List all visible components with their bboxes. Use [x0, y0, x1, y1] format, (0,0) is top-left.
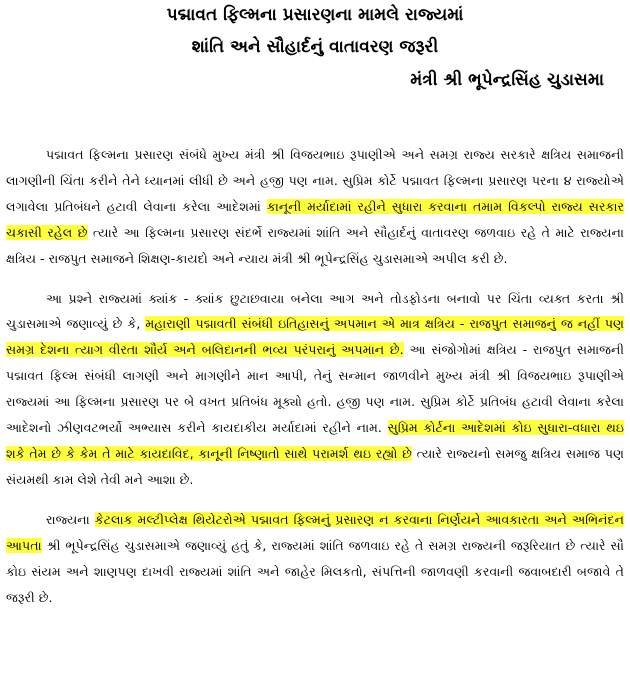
paragraph-text: આ સંજોગોમાં ક્ષત્રિય - રાજપુત સમાજની પદ્માવત ફિલ્મ સંબંધી લાગણી અને માગણીને માન આપી, તેનું સન્માન જાળવીને મુખ્ય મંત્રી શ્રી વિજયભાઇ રૂપાણીએ રાજ્યમાં આ ફિલ્મના પ્રસારણ પર બે વખત પ્રતિબંધ મૂક્યો હતો. હજી પણ નામ. સુપ્રિમ કોર્ટે પ્રતિબંધ હટાવી લેવાના કરેલા આદેશનો ઝીણવટભર્યો અભ્યાસ કરીને કાયદાકીય મર્યાદામાં રહીને નામ.: [6, 342, 624, 436]
paragraph-1: [6, 142, 624, 272]
paragraph-text: શ્રી ભૂપેન્દ્રસિંહ ચુડાસમાએ જણાવ્યું હતું કે, રાજ્યમાં શાંતિ જળવાઇ રહે તે સમગ્ર રાજ્યની જરૂરિયાત છે ત્યારે સૌ કોઇ સંયમ અને શાણપણ દાખવી રાજ્યમાં શાંતિ અને જાહેર મિલકતો, સંપત્તિની જાળવણી કરવાની જવાબદારી બજાવે તે જરૂરી છે.: [6, 537, 624, 605]
highlighted-text: મહારાણી પદ્માવતી સંબંધી ઇતિહાસનું અપમાન એ માત્ર ક્ષત્રિય - રાજપુત સમાજનું જ નહીં પણ સમગ્ર દેશના ત્યાગ વીરતા શૌર્ય અને બલિદાનની ભવ્ય પરંપરાનું અપમાન છે.: [6, 316, 624, 358]
headline-line-1: પદ્માવત ફિલ્મના પ્રસારણના મામલે રાજ્યમાં: [166, 5, 464, 25]
paragraph-text: આ પ્રશ્ને રાજ્યમાં ક્યાંક - ક્યાંક છુટાછવાયા બનેલા આગ અને તોડફોડના બનાવો પર ચિંતા વ્યક્ત કરતા શ્રી ચુડાસમાએ જણાવ્યું છે કે,: [6, 290, 624, 332]
paragraph-text: ત્યારે રાજ્યનો સમજુ ક્ષત્રિય સમાજ પણ સંયમથી કામ લેશે તેવી મને આશા છે.: [6, 445, 624, 487]
paragraph-3: [6, 507, 624, 611]
paragraph-text: રાજ્યના: [46, 511, 95, 527]
paragraph-text: પદ્માવત ફિલ્મના પ્રસારણ સંબંધે મુખ્ય મંત્રી શ્રી વિજયભાઇ રૂપાણીએ અને સમગ્ર રાજ્ય સરકારે ક્ષત્રિય સમાજની લાગણીની ચિંતા કરીને તેને ધ્યાનમાં લીધી છે અને હજી પણ નામ. સુપ્રિમ કોર્ટે પદ્માવત ફિલ્મના પ્રસારણ પરના ૪ રાજ્યોએ લગાવેલા પ્રતિબંધને હટાવી લેવાના કરેલા આદેશમાં: [6, 147, 624, 214]
highlighted-text: સુપ્રિમ કોર્ટના આદેશમાં કોઇ સુધારા-વધારા થઇ શકે તેમ છે કે કેમ તે માટે કાયદાવિદ, કાનૂની નિષ્ણાતો સાથે પરામર્શ થઇ રહ્યો છે: [6, 420, 624, 461]
headline-line-2: શાંતિ અને સૌહાર્દનું વાતાવરણ જરૂરી: [191, 37, 439, 57]
highlighted-text: કાનૂની મર્યાદામાં રહીને સુધારા કરવાના તમામ વિકલ્પો રાજ્ય સરકાર ચકાસી રહેલ છે: [6, 198, 624, 240]
highlighted-text: કેટલાક મલ્ટીપ્લેક્ષ થિયેટરોએ પદ્માવત ફિલ્મનું પ્રસારણ ન કરવાના નિર્ણયને આવકારતા અને અભિનંદન આપતા: [6, 511, 624, 553]
paragraph-2: [6, 286, 624, 493]
paragraph-text: ત્યારે આ ફિલ્મના પ્રસારણ સંદર્ભે રાજ્યમાં શાંતિ અને સૌહાર્દનું વાતાવરણ જળવાઇ રહે તે માટે રાજ્યના ક્ષત્રિય - રાજપુત સમાજને શિક્ષણ-કાયદો અને ન્યાય મંત્રી શ્રી ભૂપેન્દ્રસિંહ ચુડાસમાએ અપીલ કરી છે.: [6, 224, 624, 266]
article-body: [6, 142, 624, 624]
headline-byline: મંત્રી શ્રી ભૂપેન્દ્રસિંહ ચુડાસમા: [410, 70, 604, 90]
